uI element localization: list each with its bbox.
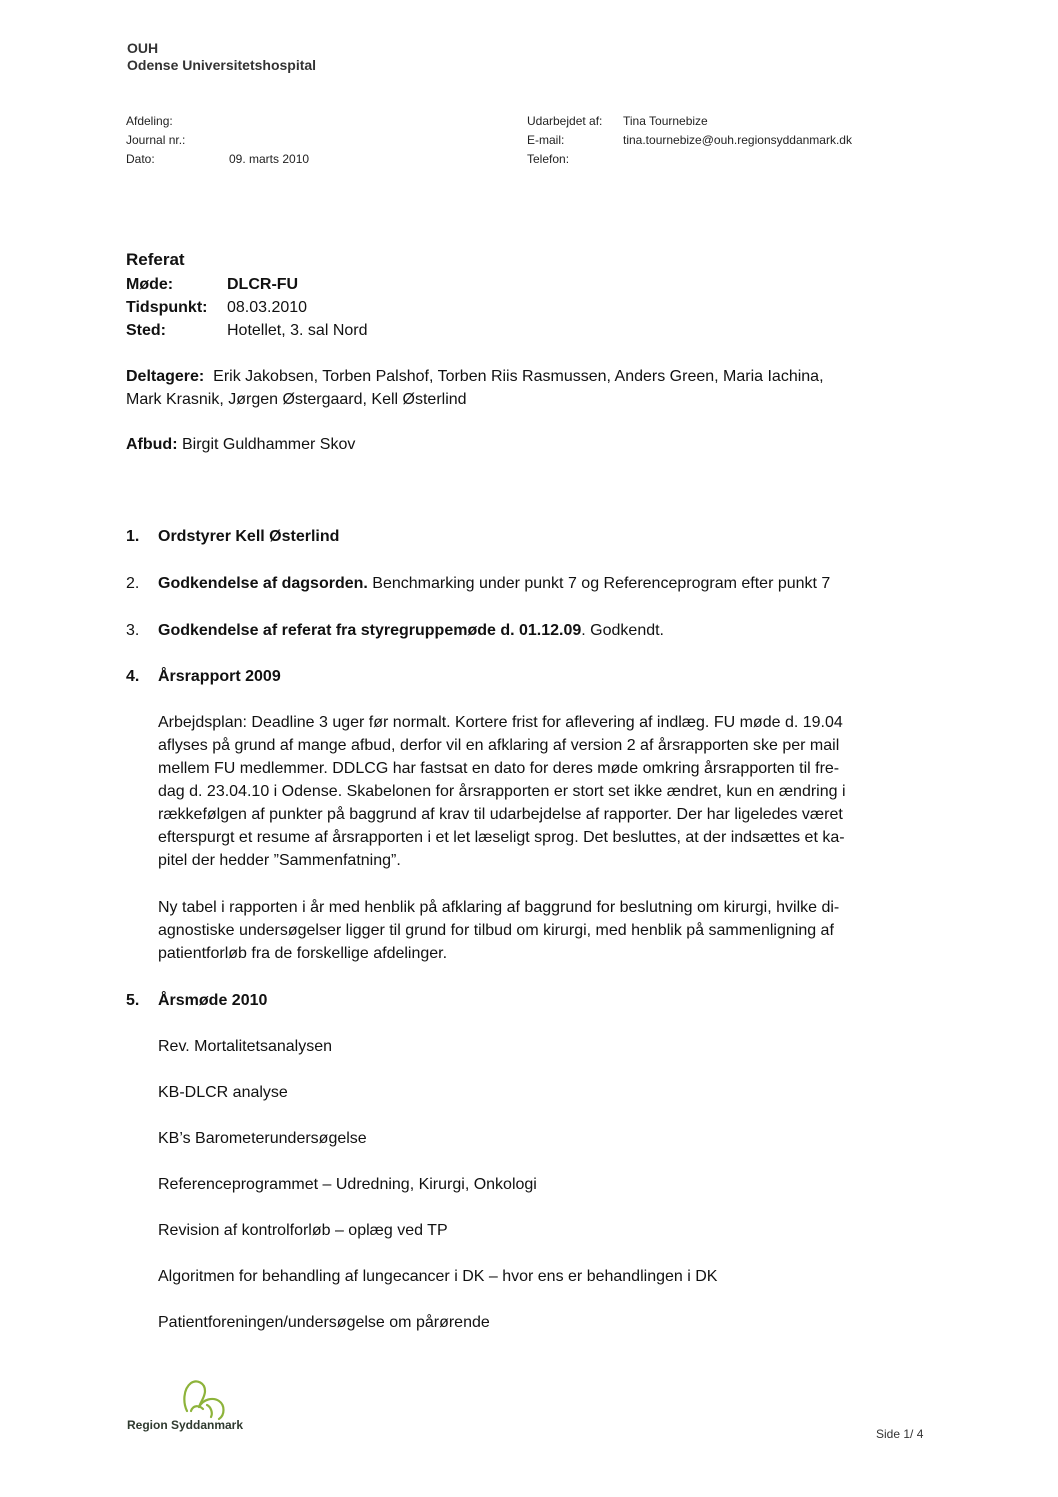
- field-value: 08.03.2010: [227, 299, 308, 316]
- meta-label: Udarbejdet af:: [527, 114, 603, 128]
- field-label: Tidspunkt:: [126, 299, 208, 316]
- agenda-number: 3.: [126, 622, 140, 639]
- participants-names-2: Mark Krasnik, Jørgen Østergaard, Kell Østerlind: [126, 391, 467, 408]
- org-full-name: Odense Universitetshospital: [127, 57, 317, 73]
- meta-row-afdeling: [126, 112, 309, 131]
- meta-row-email: [527, 131, 852, 150]
- text-line: agnostiske undersøgelser ligger til grund for tilbud om kirurgi, med henblik på sammenligning af: [158, 922, 834, 939]
- field-time: [126, 296, 368, 319]
- agenda-title: Årsmøde 2010: [158, 992, 268, 1009]
- text-line: Arbejdsplan: Deadline 3 uger før normalt. Kortere frist for aflevering af indlæg. FU møde d. 19.04: [158, 714, 843, 731]
- agenda-title: Årsrapport 2009: [158, 668, 281, 685]
- meta-row-author: [527, 112, 852, 131]
- field-value: Hotellet, 3. sal Nord: [227, 322, 368, 339]
- agenda-title: Godkendelse af referat fra styregruppemøde d. 01.12.09: [158, 622, 582, 639]
- absent: [126, 433, 916, 456]
- meta-value: Tina Tournebize: [623, 114, 708, 128]
- text-line: rækkefølgen af punkter på baggrund af krav til udarbejdelse af rapporter. Der har ligeledes været: [158, 806, 843, 823]
- org-short-name: OUH: [127, 40, 159, 56]
- meta-label: Afdeling:: [126, 114, 173, 128]
- sub-item: Rev. Mortalitetsanalysen: [158, 1038, 332, 1055]
- field-meeting: [126, 273, 368, 296]
- meta-row-journal: [126, 131, 309, 150]
- text-line: aflyses på grund af mange afbud, derfor vil en afklaring af version 2 af årsrapporten ske per mail: [158, 737, 840, 754]
- agenda-number: 4.: [126, 668, 140, 685]
- agenda-title: Ordstyrer Kell Østerlind: [158, 528, 340, 545]
- meeting-fields: [126, 273, 368, 342]
- agenda-rest: . Godkendt.: [581, 622, 664, 639]
- meta-label: E-mail:: [527, 133, 565, 147]
- agenda-title: Godkendelse af dagsorden.: [158, 575, 368, 592]
- meta-right: [527, 112, 852, 169]
- agenda-4-paragraph-1: [158, 711, 918, 872]
- meta-left: [126, 112, 309, 169]
- sub-item: Patientforeningen/undersøgelse om pårørende: [158, 1314, 490, 1331]
- sub-item: KB-DLCR analyse: [158, 1084, 288, 1101]
- meta-label: Dato:: [126, 152, 155, 166]
- agenda-text: [158, 572, 918, 595]
- sub-item: KB’s Barometerundersøgelse: [158, 1130, 367, 1147]
- agenda-number: 5.: [126, 992, 140, 1009]
- participants-line-1: [126, 365, 916, 388]
- participants: [126, 365, 916, 411]
- sub-item: Algoritmen for behandling af lungecancer i DK – hvor ens er behandlingen i DK: [158, 1268, 718, 1285]
- text-line: mellem FU medlemmer. DDLCG har fastsat en dato for deres møde omkring årsrapporten til fre-: [158, 760, 840, 777]
- email-link[interactable]: tina.tournebize@ouh.regionsyddanmark.dk: [623, 133, 852, 147]
- logo-text: Region Syddanmark: [127, 1418, 244, 1432]
- document-title: Referat: [126, 250, 185, 269]
- text-line: patientforløb fra de forskellige afdelinger.: [158, 945, 448, 962]
- field-label: Møde:: [126, 276, 174, 293]
- participants-label: Deltagere:: [126, 368, 205, 385]
- meta-row-dato: [126, 150, 309, 169]
- meta-row-phone: [527, 150, 852, 169]
- sub-item: Referenceprogrammet – Udredning, Kirurgi, Onkologi: [158, 1176, 537, 1193]
- text-line: pitel der hedder ”Sammenfatning”.: [158, 852, 401, 869]
- participants-names-1: Erik Jakobsen, Torben Palshof, Torben Riis Rasmussen, Anders Green, Maria Iachina,: [213, 368, 824, 385]
- field-place: [126, 319, 368, 342]
- meta-label: Journal nr.:: [126, 133, 186, 147]
- page-number: Side 1/ 4: [876, 1427, 924, 1441]
- agenda-number: 2.: [126, 575, 140, 592]
- agenda-4-paragraph-2: [158, 896, 918, 965]
- meta-value: 09. marts 2010: [229, 152, 310, 166]
- text-line: dag d. 23.04.10 i Odense. Skabelonen for årsrapporten er stort set ikke ændret, kun en ændring i: [158, 783, 846, 800]
- agenda-rest: Benchmarking under punkt 7 og Referenceprogram efter punkt 7: [367, 575, 831, 592]
- absent-label: Afbud:: [126, 436, 178, 453]
- agenda-number: 1.: [126, 528, 140, 545]
- text-line: Ny tabel i rapporten i år med henblik på afklaring af baggrund for beslutning om kirurgi, hvilke di-: [158, 899, 840, 916]
- meta-label: Telefon:: [527, 152, 570, 166]
- organisation-header: [127, 40, 316, 74]
- text-line: efterspurgt et resume af årsrapporten i et let læseligt sprog. Det besluttes, at der indsættes et ka-: [158, 829, 845, 846]
- sub-item: Revision af kontrolforløb – oplæg ved TP: [158, 1222, 448, 1239]
- field-label: Sted:: [126, 322, 166, 339]
- absent-name: Birgit Guldhammer Skov: [181, 436, 356, 453]
- agenda-text: [158, 619, 918, 642]
- field-value: DLCR-FU: [227, 276, 299, 293]
